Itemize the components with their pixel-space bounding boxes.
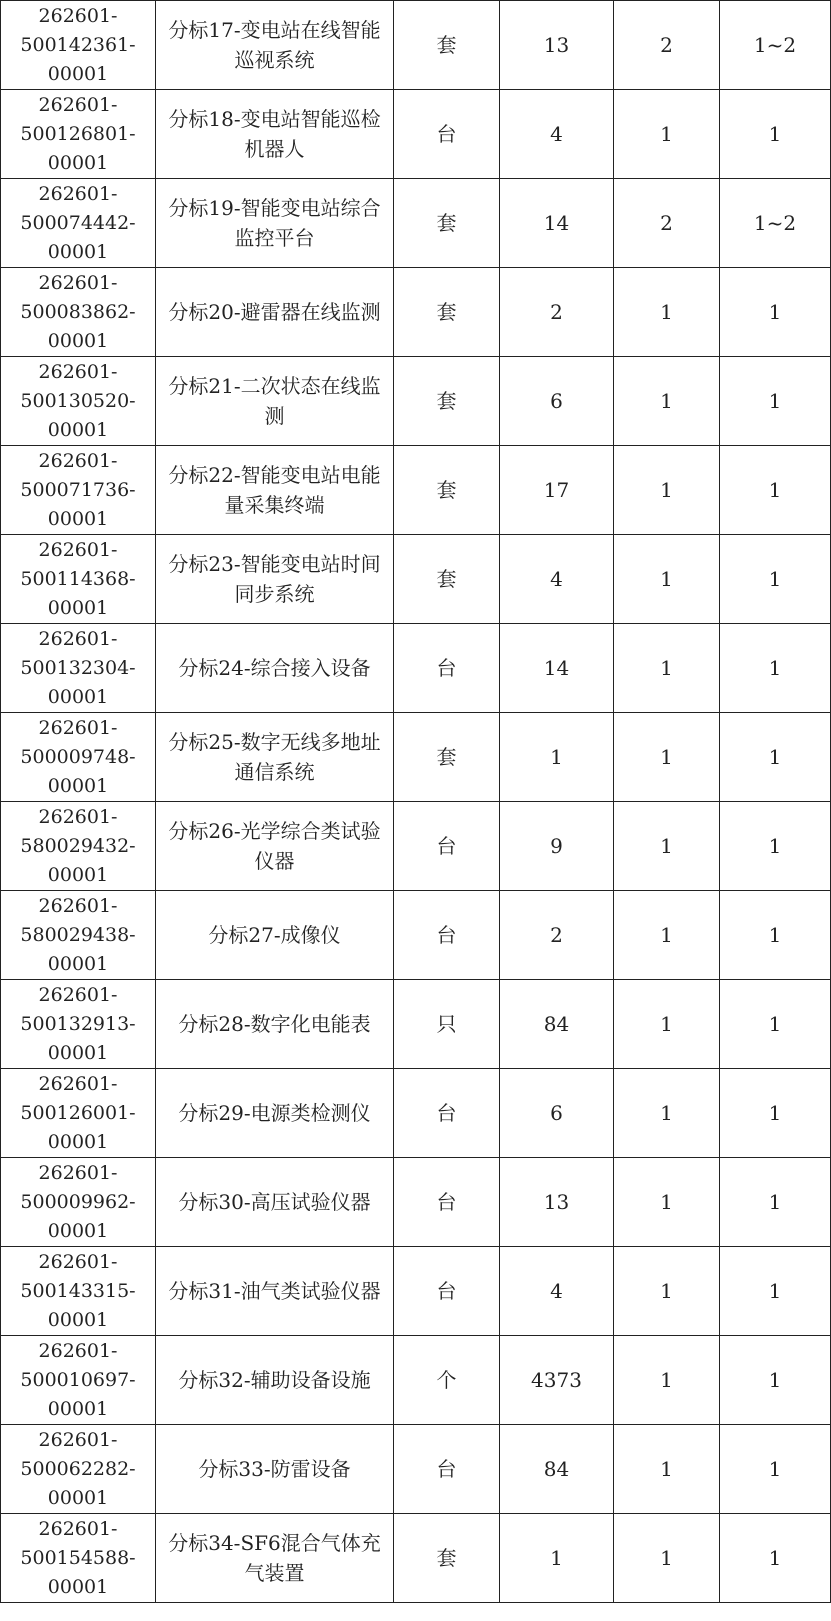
package-count-cell: 1 (614, 446, 720, 535)
item-name-cell: 分标22-智能变电站电能量采集终端 (156, 446, 394, 535)
unit-cell: 套 (394, 179, 500, 268)
material-code-cell (1, 1514, 156, 1603)
table-row (1, 980, 831, 1069)
table-body (1, 1, 831, 1603)
material-code-cell (1, 535, 156, 624)
table-row (1, 891, 831, 980)
material-code-line: 262601- (38, 627, 118, 650)
award-count-cell: 1 (720, 802, 831, 891)
quantity-cell: 84 (500, 1425, 614, 1514)
table-row (1, 1425, 831, 1514)
item-name-cell: 分标21-二次状态在线监测 (156, 357, 394, 446)
unit-cell: 台 (394, 1069, 500, 1158)
material-code-line: 262601- (38, 1250, 118, 1273)
table-row (1, 1069, 831, 1158)
quantity-cell: 17 (500, 446, 614, 535)
material-code-cell (1, 713, 156, 802)
material-code-line: 00001 (47, 774, 109, 797)
package-count-cell: 1 (614, 1336, 720, 1425)
item-name-cell: 分标19-智能变电站综合监控平台 (156, 179, 394, 268)
unit-cell: 个 (394, 1336, 500, 1425)
table-row (1, 268, 831, 357)
package-count-cell: 1 (614, 1069, 720, 1158)
unit-cell: 套 (394, 268, 500, 357)
table-row (1, 179, 831, 268)
package-count-cell: 1 (614, 713, 720, 802)
quantity-cell: 1 (500, 1514, 614, 1603)
item-name-cell: 分标24-综合接入设备 (156, 624, 394, 713)
quantity-cell: 2 (500, 268, 614, 357)
award-count-cell: 1 (720, 1247, 831, 1336)
package-count-cell: 2 (614, 1, 720, 90)
quantity-cell: 6 (500, 357, 614, 446)
item-name-cell: 分标32-辅助设备设施 (156, 1336, 394, 1425)
material-code-line: 00001 (47, 952, 109, 975)
material-code-line: 500009748- (20, 745, 136, 768)
unit-cell: 只 (394, 980, 500, 1069)
award-count-cell: 1 (720, 1336, 831, 1425)
material-code-line: 262601- (38, 1428, 118, 1451)
unit-cell: 台 (394, 1425, 500, 1514)
material-code-line: 00001 (47, 62, 109, 85)
award-count-cell: 1~2 (720, 179, 831, 268)
material-code-line: 00001 (47, 418, 109, 441)
quantity-cell: 4 (500, 1247, 614, 1336)
material-code-cell (1, 1336, 156, 1425)
quantity-cell: 14 (500, 179, 614, 268)
material-code-line: 262601- (38, 1339, 118, 1362)
unit-cell: 台 (394, 90, 500, 179)
material-code-line: 580029432- (20, 834, 136, 857)
item-name-cell: 分标33-防雷设备 (156, 1425, 394, 1514)
package-count-cell: 1 (614, 1158, 720, 1247)
award-count-cell: 1 (720, 713, 831, 802)
material-code-line: 500074442- (20, 211, 136, 234)
material-code-line: 500071736- (20, 478, 136, 501)
table-row (1, 446, 831, 535)
table-row (1, 357, 831, 446)
quantity-cell: 13 (500, 1, 614, 90)
material-code-line: 262601- (38, 1161, 118, 1184)
table-row (1, 1, 831, 90)
award-count-cell: 1 (720, 446, 831, 535)
material-code-cell (1, 802, 156, 891)
material-code-line: 262601- (38, 805, 118, 828)
material-code-line: 262601- (38, 894, 118, 917)
quantity-cell: 4373 (500, 1336, 614, 1425)
quantity-cell: 6 (500, 1069, 614, 1158)
material-code-line: 00001 (47, 1575, 109, 1598)
award-count-cell: 1 (720, 1425, 831, 1514)
material-code-cell (1, 980, 156, 1069)
item-name-cell: 分标34-SF6混合气体充气装置 (156, 1514, 394, 1603)
item-name-cell: 分标23-智能变电站时间同步系统 (156, 535, 394, 624)
unit-cell: 套 (394, 1514, 500, 1603)
quantity-cell: 2 (500, 891, 614, 980)
package-count-cell: 1 (614, 802, 720, 891)
material-code-line: 00001 (47, 685, 109, 708)
award-count-cell: 1 (720, 624, 831, 713)
package-count-cell: 1 (614, 1514, 720, 1603)
item-name-cell: 分标28-数字化电能表 (156, 980, 394, 1069)
unit-cell: 套 (394, 446, 500, 535)
material-code-line: 00001 (47, 507, 109, 530)
unit-cell: 套 (394, 1, 500, 90)
item-name-cell: 分标17-变电站在线智能巡视系统 (156, 1, 394, 90)
award-count-cell: 1 (720, 1158, 831, 1247)
material-code-line: 500009962- (20, 1190, 136, 1213)
unit-cell: 台 (394, 802, 500, 891)
item-name-cell: 分标25-数字无线多地址通信系统 (156, 713, 394, 802)
material-code-line: 500154588- (20, 1546, 136, 1569)
table-row (1, 802, 831, 891)
material-code-line: 500062282- (20, 1457, 136, 1480)
material-code-cell (1, 1247, 156, 1336)
award-count-cell: 1 (720, 891, 831, 980)
material-code-line: 262601- (38, 271, 118, 294)
material-code-cell (1, 446, 156, 535)
material-code-line: 00001 (47, 1397, 109, 1420)
material-code-line: 500130520- (20, 389, 136, 412)
quantity-cell: 1 (500, 713, 614, 802)
material-code-line: 262601- (38, 983, 118, 1006)
material-code-line: 262601- (38, 449, 118, 472)
material-code-line: 262601- (38, 360, 118, 383)
package-count-cell: 1 (614, 90, 720, 179)
material-code-cell (1, 1158, 156, 1247)
unit-cell: 套 (394, 535, 500, 624)
material-code-line: 500114368- (20, 567, 136, 590)
material-code-line: 580029438- (20, 923, 136, 946)
package-count-cell: 1 (614, 357, 720, 446)
material-code-cell (1, 179, 156, 268)
material-code-line: 500126801- (20, 122, 136, 145)
material-code-line: 500083862- (20, 300, 136, 323)
material-code-line: 262601- (38, 1072, 118, 1095)
material-code-line: 00001 (47, 1219, 109, 1242)
material-code-line: 00001 (47, 863, 109, 886)
material-code-line: 262601- (38, 182, 118, 205)
material-code-line: 262601- (38, 93, 118, 116)
material-code-line: 00001 (47, 596, 109, 619)
material-code-cell (1, 268, 156, 357)
item-name-cell: 分标31-油气类试验仪器 (156, 1247, 394, 1336)
package-count-cell: 1 (614, 1247, 720, 1336)
material-code-line: 500132304- (20, 656, 136, 679)
quantity-cell: 4 (500, 535, 614, 624)
unit-cell: 台 (394, 891, 500, 980)
material-code-line: 00001 (47, 1041, 109, 1064)
award-count-cell: 1 (720, 357, 831, 446)
material-code-cell (1, 1, 156, 90)
unit-cell: 台 (394, 1158, 500, 1247)
unit-cell: 台 (394, 1247, 500, 1336)
item-name-cell: 分标29-电源类检测仪 (156, 1069, 394, 1158)
table-row (1, 535, 831, 624)
award-count-cell: 1 (720, 90, 831, 179)
quantity-cell: 9 (500, 802, 614, 891)
material-code-cell (1, 357, 156, 446)
material-code-line: 500132913- (20, 1012, 136, 1035)
item-name-cell: 分标26-光学综合类试验仪器 (156, 802, 394, 891)
material-code-line: 262601- (38, 4, 118, 27)
award-count-cell: 1 (720, 1514, 831, 1603)
material-code-line: 00001 (47, 240, 109, 263)
table-row (1, 1247, 831, 1336)
table-row (1, 1336, 831, 1425)
award-count-cell: 1 (720, 268, 831, 357)
material-code-cell (1, 1069, 156, 1158)
material-code-cell (1, 891, 156, 980)
material-code-cell (1, 1425, 156, 1514)
material-code-line: 00001 (47, 1308, 109, 1331)
quantity-cell: 84 (500, 980, 614, 1069)
material-code-line: 00001 (47, 1130, 109, 1153)
material-code-line: 262601- (38, 716, 118, 739)
item-name-cell: 分标18-变电站智能巡检机器人 (156, 90, 394, 179)
material-code-cell (1, 624, 156, 713)
material-code-line: 262601- (38, 538, 118, 561)
unit-cell: 台 (394, 624, 500, 713)
material-code-line: 500142361- (20, 33, 136, 56)
material-code-line: 00001 (47, 1486, 109, 1509)
item-name-cell: 分标20-避雷器在线监测 (156, 268, 394, 357)
table-row (1, 1158, 831, 1247)
table-row (1, 713, 831, 802)
material-code-line: 262601- (38, 1517, 118, 1540)
material-code-line: 500126001- (20, 1101, 136, 1124)
award-count-cell: 1 (720, 535, 831, 624)
table-row (1, 90, 831, 179)
package-count-cell: 1 (614, 268, 720, 357)
unit-cell: 套 (394, 357, 500, 446)
package-count-cell: 1 (614, 624, 720, 713)
material-code-line: 00001 (47, 151, 109, 174)
package-count-cell: 2 (614, 179, 720, 268)
material-code-line: 00001 (47, 329, 109, 352)
award-count-cell: 1 (720, 1069, 831, 1158)
item-name-cell: 分标27-成像仪 (156, 891, 394, 980)
table-row (1, 624, 831, 713)
award-count-cell: 1~2 (720, 1, 831, 90)
quantity-cell: 4 (500, 90, 614, 179)
table-row (1, 1514, 831, 1603)
package-count-cell: 1 (614, 891, 720, 980)
quantity-cell: 14 (500, 624, 614, 713)
material-code-cell (1, 90, 156, 179)
material-code-line: 500010697- (20, 1368, 136, 1391)
item-name-cell: 分标30-高压试验仪器 (156, 1158, 394, 1247)
package-count-cell: 1 (614, 535, 720, 624)
unit-cell: 套 (394, 713, 500, 802)
quantity-cell: 13 (500, 1158, 614, 1247)
package-count-cell: 1 (614, 980, 720, 1069)
award-count-cell: 1 (720, 980, 831, 1069)
package-count-cell: 1 (614, 1425, 720, 1514)
material-code-line: 500143315- (20, 1279, 136, 1302)
